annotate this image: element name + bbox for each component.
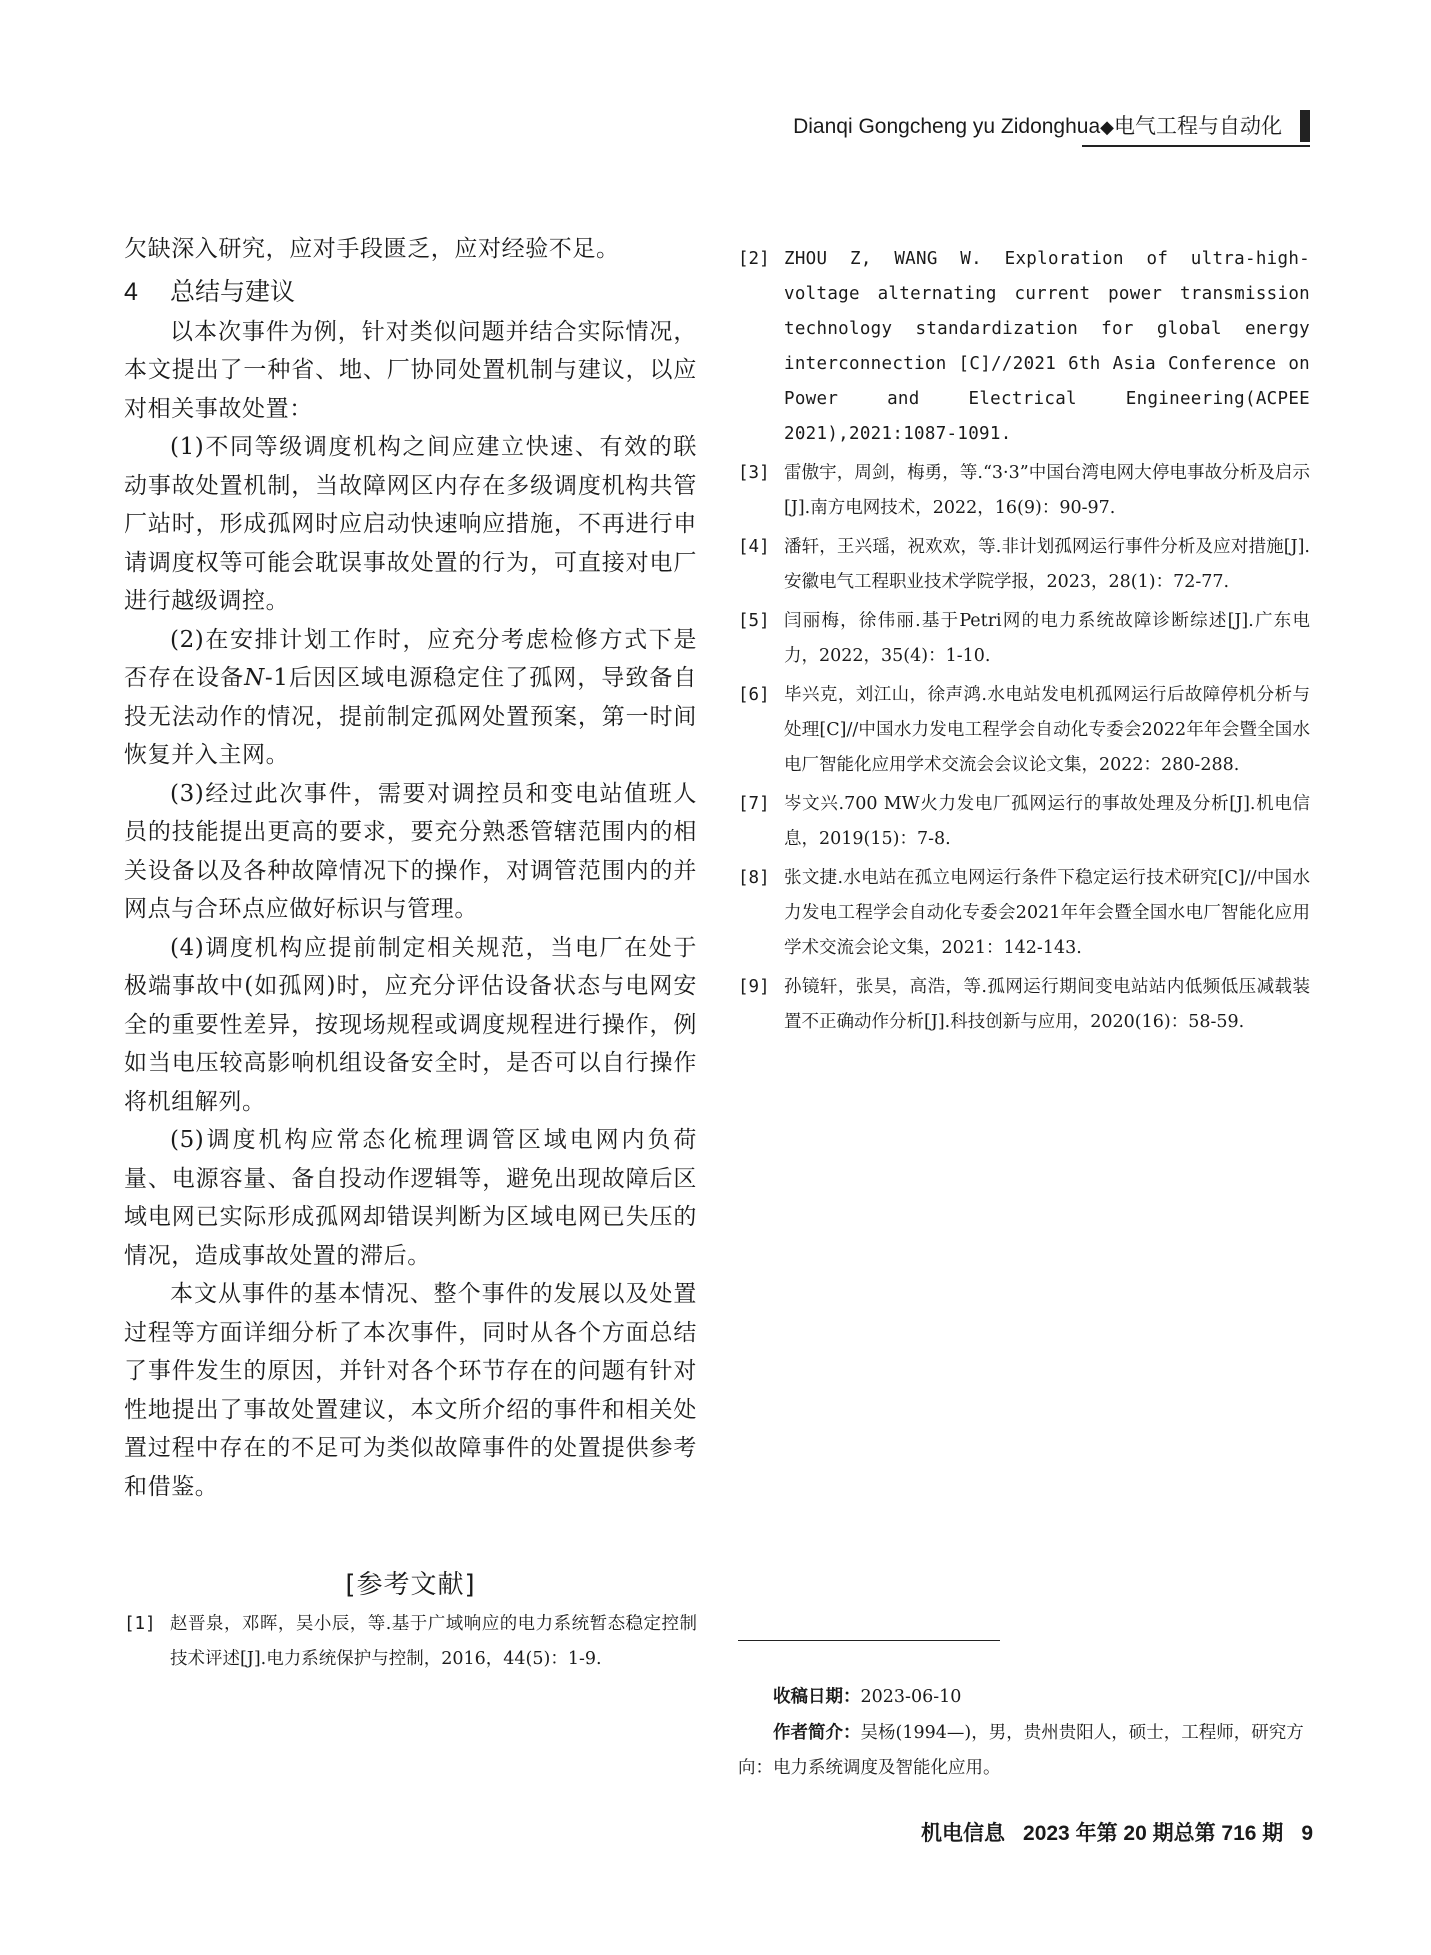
- reference-text: 闫丽梅，徐伟丽.基于Petri网的电力系统故障诊断综述[J].广东电力，2022，35(4)：1-10.: [784, 611, 1310, 666]
- reference-text: ZHOU Z, WANG W. Exploration of ultra-high-voltage alternating current power transmission technology standardization for global energy interconnection [C]//2021 6th Asia Conference on Power and Electrical Engineering(ACPEE 2021),2021:1087-1091.: [784, 249, 1310, 444]
- italic-variable: N: [244, 665, 265, 691]
- text-span: -1后因区域电源稳定住了孤网，导致备自投无法动作的情况，提前制定孤网处置预案，第一时间恢复并入主网。: [124, 665, 697, 768]
- reference-number: [2]: [738, 249, 770, 269]
- running-header-text: [793, 110, 1282, 140]
- reference-item: [738, 604, 1310, 674]
- paragraph: (1)不同等级调度机构之间应建立快速、有效的联动事故处置机制，当故障网区内存在多级调度机构共管厂站时，形成孤网时应启动快速响应措施，不再进行申请调度权等可能会耽误事故处置的行为，可直接对电厂进行越级调控。: [124, 434, 697, 614]
- reference-text: 雷傲宇，周剑，梅勇，等.“3·3”中国台湾电网大停电事故分析及启示[J].南方电网技术，2022，16(9)：90-97.: [784, 463, 1310, 518]
- paragraph: 本文从事件的基本情况、整个事件的发展以及处置过程等方面详细分析了本次事件，同时从各个方面总结了事件发生的原因，并针对各个环节存在的问题有针对性地提出了事故处置建议，本文所介绍的事件和相关处置过程中存在的不足可为类似故障事件的处置提供参考和借鉴。: [124, 1281, 697, 1500]
- paragraph: (3)经过此次事件，需要对调控员和变电站值班人员的技能提出更高的要求，要充分熟悉管辖范围内的相关设备以及各种故障情况下的操作，对调管范围内的并网点与合环点应做好标识与管理。: [124, 780, 697, 922]
- reference-number: [3]: [738, 463, 770, 483]
- text-span: (2)在安排计划工作时，应充分考虑检修方式下是否存在设备: [124, 626, 697, 691]
- reference-number: [7]: [738, 794, 770, 814]
- reference-number: [9]: [738, 977, 770, 997]
- reference-text: 赵晋泉，邓晖，吴小辰，等.基于广域响应的电力系统暂态稳定控制技术评述[J].电力系统保护与控制，2016，44(5)：1-9.: [170, 1614, 697, 1669]
- reference-number: [6]: [738, 685, 770, 705]
- right-column: [738, 242, 1310, 1044]
- page-footer: [921, 1817, 1313, 1847]
- left-column: [124, 230, 697, 1681]
- reference-item: [738, 456, 1310, 526]
- reference-item: [738, 970, 1310, 1040]
- reference-number: [8]: [738, 868, 770, 888]
- reference-text: 岑文兴.700 MW火力发电厂孤网运行的事故处理及分析[J].机电信息，2019(15)：7-8.: [784, 794, 1310, 849]
- running-header: [770, 110, 1310, 150]
- reference-number: [1]: [124, 1614, 156, 1634]
- footer-journal: 机电信息: [921, 1822, 1006, 1845]
- footer-issue: 2023 年第 20 期总第 716 期: [1023, 1822, 1284, 1845]
- reference-item: [738, 678, 1310, 783]
- author-label: 作者简介：: [773, 1723, 861, 1743]
- page-number: 9: [1301, 1822, 1313, 1845]
- paragraph: 以本次事件为例，针对类似问题并结合实际情况，本文提出了一种省、地、厂协同处置机制与建议，以应对相关事故处置：: [124, 318, 697, 422]
- section-heading: [124, 273, 697, 311]
- diamond-icon: ◆: [1100, 117, 1114, 137]
- reference-item: [124, 1607, 697, 1677]
- journal-pinyin: Dianqi Gongcheng yu Zidonghua: [793, 115, 1101, 138]
- journal-name-cn: 电气工程与自动化: [1114, 115, 1282, 138]
- paragraph: [124, 621, 697, 775]
- references-heading: [参考文献]: [345, 1570, 476, 1600]
- paragraph: (5)调度机构应常态化梳理调管区域电网内负荷量、电源容量、备自投动作逻辑等，避免出现故障后区域电网已实际形成孤网却错误判断为区域电网已失压的情况，造成事故处置的滞后。: [124, 1127, 697, 1269]
- reference-number: [5]: [738, 611, 770, 631]
- section-title: 总结与建议: [170, 277, 296, 306]
- reference-text: 潘轩，王兴瑶，祝欢欢，等.非计划孤网运行事件分析及应对措施[J].安徽电气工程职业技术学院学报，2023，28(1)：72-77.: [784, 537, 1310, 592]
- header-rule: [1082, 145, 1310, 147]
- footnote-received: [738, 1680, 1310, 1715]
- reference-item: [738, 530, 1310, 600]
- reference-number: [4]: [738, 537, 770, 557]
- paragraph: (4)调度机构应提前制定相关规范，当电厂在处于极端事故中(如孤网)时，应充分评估设备状态与电网安全的重要性差异，按现场规程或调度规程进行操作，例如当电压较高影响机组设备安全时，是否可以自行操作将机组解列。: [124, 934, 697, 1115]
- reference-item: [738, 861, 1310, 966]
- author-bio: 吴杨(1994—)，男，贵州贵阳人，硕士，工程师，研究方向：电力系统调度及智能化应用。: [738, 1723, 1304, 1778]
- footnote-rule: [738, 1640, 1000, 1641]
- reference-text: 张文捷.水电站在孤立电网运行条件下稳定运行技术研究[C]//中国水力发电工程学会自动化专委会2021年年会暨全国水电厂智能化应用学术交流会论文集，2021：142-143.: [784, 868, 1310, 958]
- reference-item: [738, 787, 1310, 857]
- reference-text: 孙镜轩，张昊，高浩，等.孤网运行期间变电站站内低频低压减载装置不正确动作分析[J].科技创新与应用，2020(16)：58-59.: [784, 977, 1310, 1032]
- section-number: 4: [124, 277, 138, 306]
- received-label: 收稿日期：: [773, 1687, 861, 1707]
- paragraph: 欠缺深入研究，应对手段匮乏，应对经验不足。: [124, 236, 620, 262]
- footnote-author: [738, 1716, 1310, 1786]
- received-date: 2023-06-10: [860, 1687, 962, 1707]
- reference-item: [738, 242, 1310, 452]
- header-bar: [1300, 110, 1310, 142]
- reference-text: 毕兴克，刘江山，徐声鸿.水电站发电机孤网运行后故障停机分析与处理[C]//中国水力发电工程学会自动化专委会2022年年会暨全国水电厂智能化应用学术交流会会议论文集，2022：280-288.: [784, 685, 1310, 775]
